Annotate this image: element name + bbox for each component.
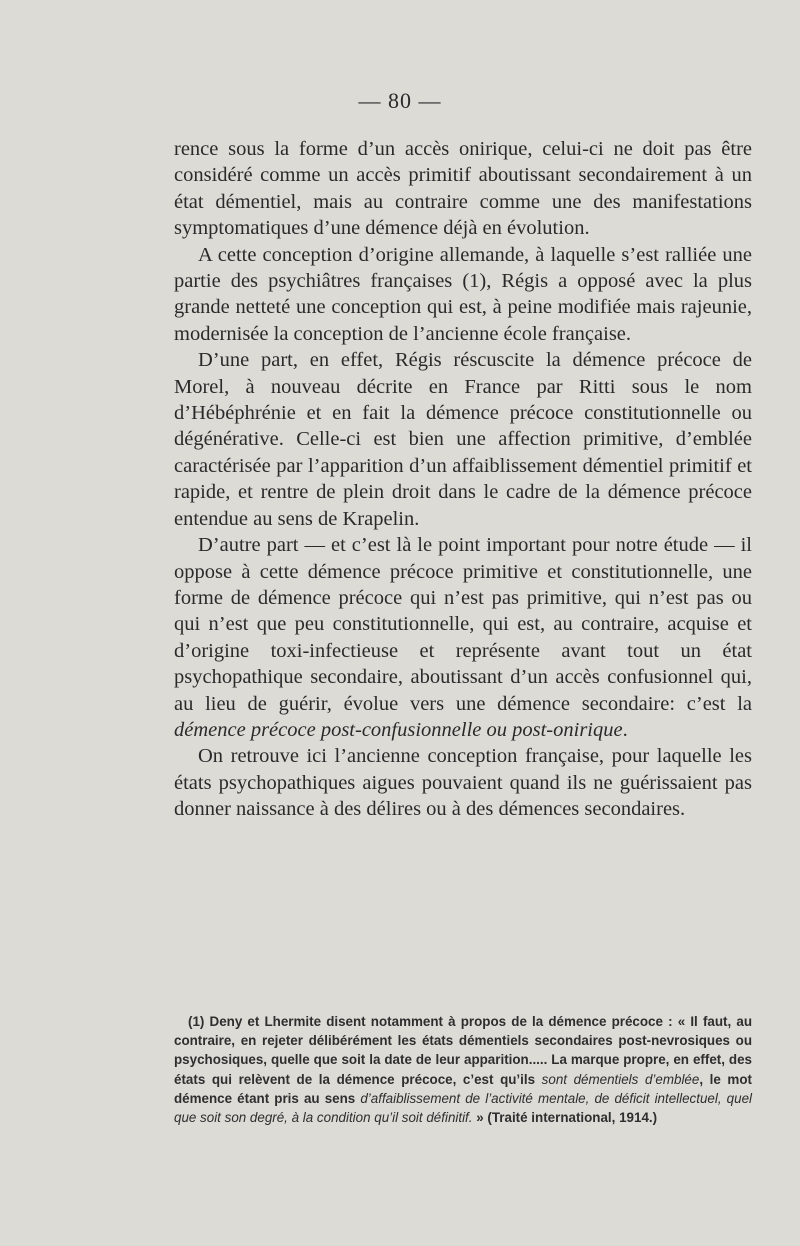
footnote-1	[174, 1012, 752, 1127]
paragraph-4	[174, 532, 752, 743]
footnote-italic-1: sont démentiels d’emblée	[541, 1071, 700, 1087]
footnote-part-1: (1) Deny et Lhermite disent notamment à propos de la démence précoce : « Il faut, au contraire, en rejeter délibérément les états démentiels secondaires post-nevrosiques ou psychosiques, quelle que soit la date de leur apparition..... La marque propre, en effet, des états qui relèvent de la démence précoce, c’est qu’ils	[174, 1014, 752, 1087]
paragraph-4-italic: démence précoce post-confusionnelle ou post-onirique	[174, 718, 623, 741]
page-number: — 80 —	[358, 88, 442, 113]
footnote-part-3: » (Traité international, 1914.)	[476, 1110, 658, 1126]
body-text	[174, 136, 752, 823]
footnote-part-2: , le mot démence étant pris au sens	[174, 1071, 752, 1106]
paragraph-4-end: .	[622, 718, 628, 741]
paragraph-3: D’une part, en effet, Régis réscuscite la démence précoce de Morel, à nouveau décrite en France par Ritti sous le nom d’Hébéphrénie et en fait la démence précoce constitutionnelle ou dégénérative. Celle-ci est bien une affection primitive, d’emblée caractérisée par l’apparition d’un affaiblissement démentiel primitif et rapide, et rentre de plein droit dans le cadre de la démence précoce entendue au sens de Krapelin.	[174, 349, 752, 530]
paragraph-2: A cette conception d’origine allemande, à laquelle s’est ralliée une partie des psychiâtres françaises (1), Régis a opposé avec la plus grande netteté une conception qui est, à peine modifiée mais rajeunie, modernisée la conception de l’ancienne école française.	[174, 243, 752, 345]
footnote-italic-2: d’affaiblissement de l’activité mentale, de déficit intellectuel, quel que soit son degré, à la condition qu’il soit définitif.	[174, 1090, 752, 1126]
paragraph-5: On retrouve ici l’ancienne conception française, pour laquelle les états psychopathiques aigues pouvaient quand ils ne guérissaient pas donner naissance à des délires ou à des démences secondaires.	[174, 745, 752, 821]
footnote	[174, 1012, 752, 1127]
paragraph-1: rence sous la forme d’un accès onirique, celui-ci ne doit pas être considéré comme un accès primitif aboutissant secondairement à un état démentiel, mais au contraire comme une des manifestations symptomatiques d’une démence déjà en évolution.	[174, 138, 752, 240]
paragraph-4-text: D’autre part — et c’est là le point important pour notre étude — il oppose à cette démence précoce primitive et constitutionnelle, une forme de démence précoce qui n’est pas primitive, qui n’est pas ou qui n’est que peu constitutionnelle, qui est, au contraire, acquise et d’origine toxi-infectieuse et représente avant tout un état psychopathique secondaire, aboutissant d’un accès confusionnel qui, au lieu de guérir, évolue vers une démence secondaire: c’est la	[174, 534, 752, 715]
